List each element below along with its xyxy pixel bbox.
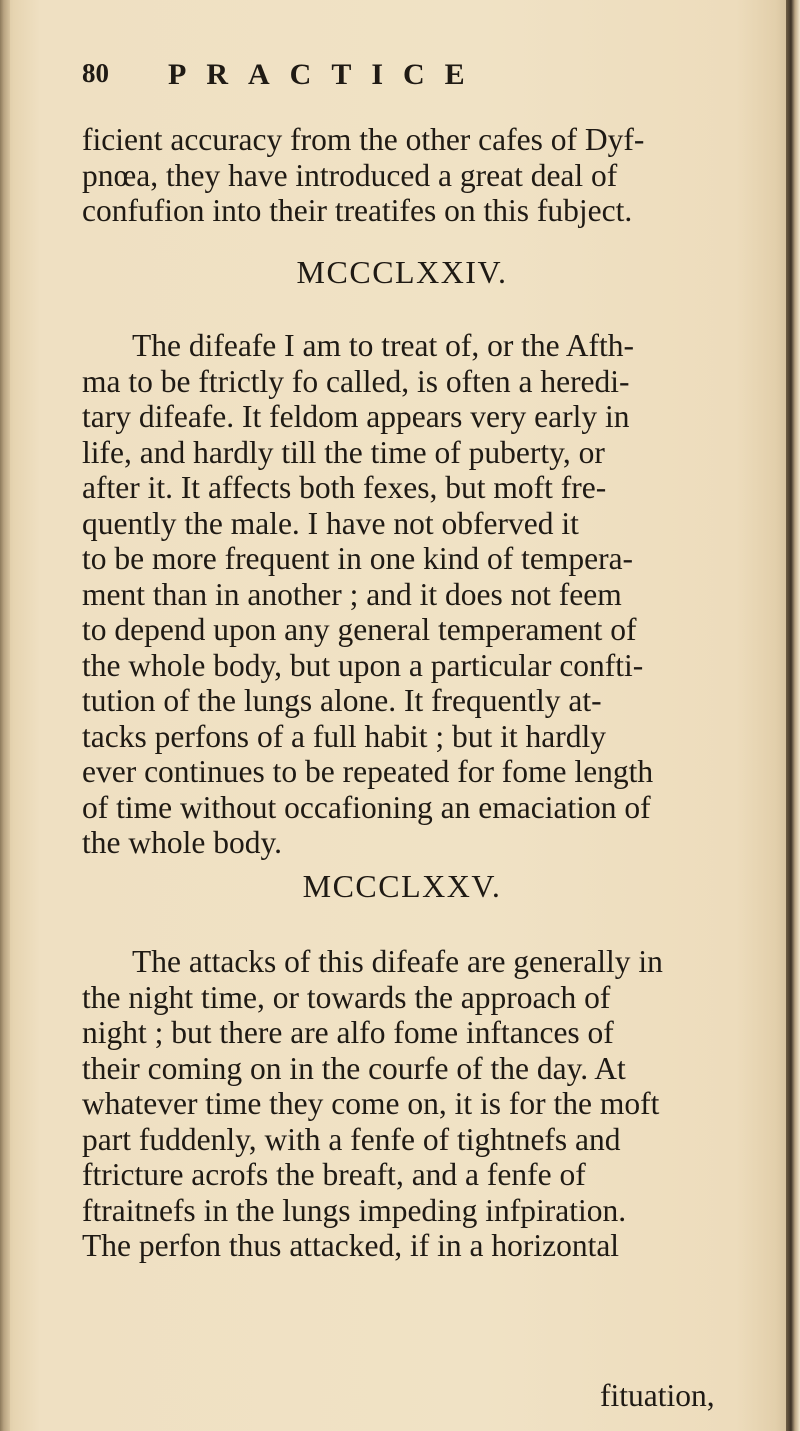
text-line: ma to be ftrictly fo called, is often a heredi- [82, 363, 630, 399]
text-line: confufion into their treatifes on this fubject. [82, 193, 633, 228]
text-line: whatever time they come on, it is for the moft [82, 1086, 660, 1121]
catchword: fituation, [600, 1378, 715, 1413]
text-line: part fuddenly, with a fenfe of tightnefs and [82, 1121, 621, 1157]
page-header [82, 58, 722, 98]
page-gutter-shadow [0, 0, 10, 1431]
text-line: their coming on in the courfe of the day. At [82, 1050, 626, 1086]
text-line: The perfon thus attacked, if in a horizontal [82, 1228, 620, 1263]
text-line: night ; but there are alfo fome inftances of [82, 1015, 614, 1050]
text-line: The difeafe I am to treat of, or the Afth- [132, 328, 635, 363]
text-line: ftraitnefs in the lungs impeding infpiration. [82, 1192, 627, 1228]
paragraph-mccclxxiv [82, 328, 762, 861]
section-heading: MCCCLXXIV. [296, 254, 508, 290]
text-line: ficient accuracy from the other cafes of Dyf- [82, 122, 645, 157]
text-line: ftricture acrofs the breaft, and a fenfe of [82, 1157, 586, 1192]
text-line: the whole body. [82, 825, 283, 860]
text-line: tacks perfons of a full habit ; but it hardly [82, 718, 606, 754]
text-line: tution of the lungs alone. It frequently at- [82, 683, 602, 718]
text-line: the night time, or towards the approach of [82, 979, 611, 1015]
text-line: life, and hardly till the time of puberty, or [82, 434, 605, 470]
page-number: 80 [82, 58, 109, 88]
section-heading: MCCCLXXV. [302, 868, 502, 904]
text-line: after it. It affects both fexes, but moft fre- [82, 470, 607, 505]
page-edge-shadow [786, 0, 800, 1431]
text-line: The attacks of this difeafe are generally in [132, 944, 663, 979]
text-line: of time without occafioning an emaciation of [82, 789, 651, 825]
text-line: ment than in another ; and it does not feem [82, 576, 622, 612]
text-line: quently the male. I have not obferved it [82, 505, 579, 541]
running-title: PRACTICE [168, 58, 485, 91]
text-line: the whole body, but upon a particular confti- [82, 647, 644, 683]
text-line: tary difeafe. It feldom appears very early in [82, 399, 630, 434]
text-line: to be more frequent in one kind of tempera- [82, 541, 634, 576]
paragraph-continuation [82, 122, 762, 229]
text-line: ever continues to be repeated for fome length [82, 754, 654, 789]
text-line: to depend upon any general temperament of [82, 612, 637, 647]
text-line: pnœa, they have introduced a great deal of [82, 157, 618, 193]
paragraph-mccclxxv [82, 944, 762, 1264]
